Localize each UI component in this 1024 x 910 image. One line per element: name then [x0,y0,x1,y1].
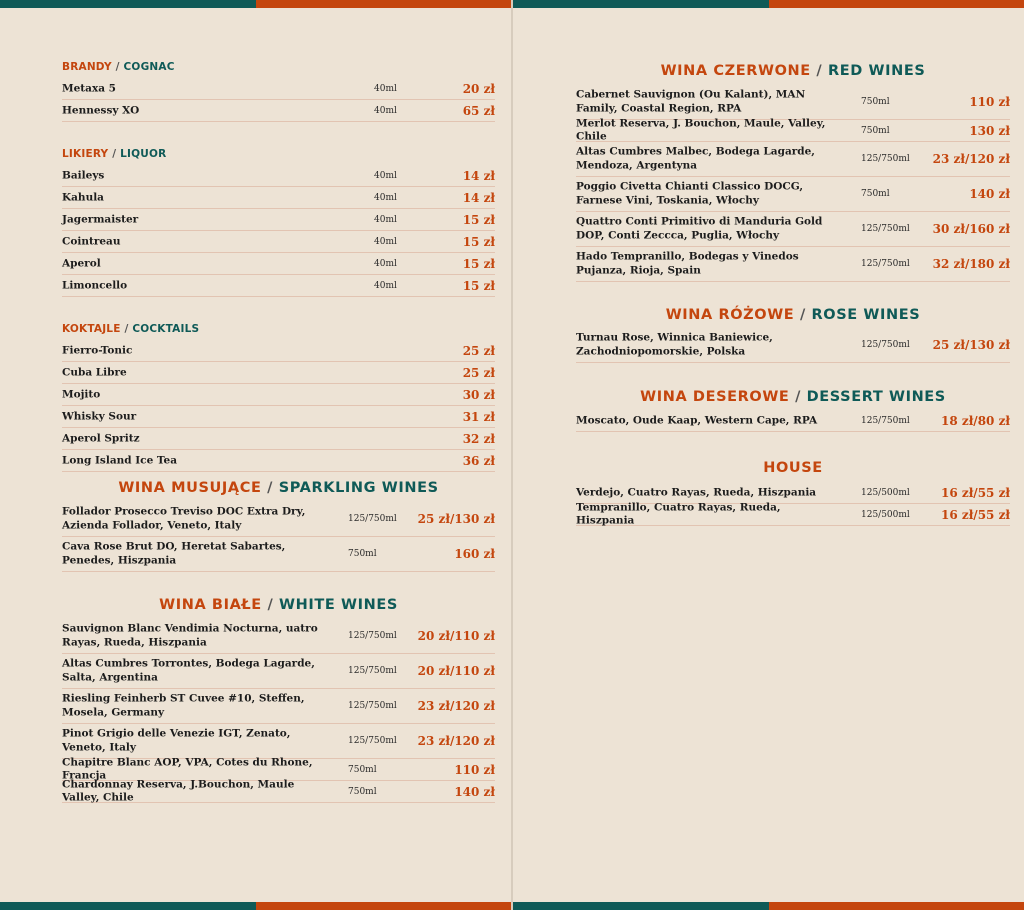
item-name: Cabernet Sauvignon (Ou Kalant), MAN Family, Coastal Region, RPA [576,88,806,114]
item-name: Quattro Conti Primitivo di Manduria Gold DOP, Conti Zeccca, Puglia, Włochy [576,215,823,241]
menu-item-row [62,100,495,122]
menu-item-row [576,410,1010,432]
menu-item-row [576,328,1010,363]
white-section-title [62,597,495,613]
item-volume: 125/500ml [861,509,910,520]
item-volume: 125/750ml [348,631,397,641]
rose-section-title [576,307,1010,323]
menu-item-row [576,177,1010,212]
item-volume: 40ml [374,192,397,203]
item-price: 25 zł [462,343,495,358]
title-sep: / [124,323,129,335]
bottom-color-band [513,902,1024,910]
title-pl: WINA DESEROWE [640,389,790,405]
sparkling-list [62,502,495,572]
item-volume: 125/500ml [861,487,910,498]
item-name: Follador Prosecco Treviso DOC Extra Dry, Azienda Follador, Veneto, Italy [62,505,306,531]
item-volume: 125/750ml [861,259,910,269]
item-name: Aperol Spritz [62,431,140,444]
item-volume: 125/750ml [861,224,910,234]
item-price: 25 zł/130 zł [932,338,1010,352]
item-price: 140 zł [969,187,1010,201]
item-name: Jagermaister [62,212,139,225]
sparkling-section-title [62,480,495,496]
menu-item-row [62,406,495,428]
item-volume: 750ml [348,549,377,559]
item-name: Moscato, Oude Kaap, Western Cape, RPA [576,413,818,426]
title-pl: BRANDY [62,61,112,73]
item-volume: 750ml [861,189,890,199]
item-price: 30 zł [462,387,495,402]
menu-item-row [62,619,495,654]
title-pl: WINA MUSUJĄCE [118,480,262,496]
item-volume: 40ml [374,280,397,291]
item-price: 15 zł [462,234,495,249]
red-list [576,85,1010,282]
item-name: Long Island Ice Tea [62,453,177,466]
item-price: 65 zł [462,103,495,118]
liquor-section-title [62,148,166,160]
item-price: 15 zł [462,256,495,271]
item-price: 15 zł [462,278,495,293]
menu-item-row [62,724,495,759]
item-volume: 125/750ml [861,340,910,350]
item-price: 15 zł [462,212,495,227]
item-name: Hado Tempranillo, Bodegas y Vinedos Pujanza, Rioja, Spain [576,250,799,276]
title-en: LIQUOR [120,148,167,160]
house-list [576,482,1010,526]
item-price: 23 zł/120 zł [417,699,495,713]
item-name: Kahula [62,190,104,203]
item-name: Limoncello [62,278,128,291]
title-sep: / [112,148,117,160]
item-name: Chapitre Blanc AOP, VPA, Cotes du Rhone, Francja [62,756,313,782]
menu-item-row [62,165,495,187]
menu-item-row [62,231,495,253]
item-volume: 125/750ml [861,154,910,164]
item-volume: 750ml [348,764,377,775]
item-name: Chardonnay Reserva, J.Bouchon, Maule Valley, Chile [62,778,295,804]
menu-item-row [576,247,1010,282]
menu-item-row [62,384,495,406]
item-name: Pinot Grigio delle Venezie IGT, Zenato, Veneto, Italy [62,727,291,753]
item-volume: 125/750ml [861,415,910,426]
item-price: 110 zł [969,95,1010,109]
right-menu-page [513,0,1024,910]
item-volume: 125/750ml [348,666,397,676]
item-price: 18 zł/80 zł [941,413,1010,428]
top-color-band [0,0,511,8]
item-price: 20 zł [462,81,495,96]
title-pl: WINA BIAŁE [159,597,262,613]
item-price: 36 zł [462,453,495,468]
item-price: 130 zł [969,123,1010,138]
item-volume: 125/750ml [348,701,397,711]
red-section-title [576,63,1010,79]
item-name: Mojito [62,387,101,400]
item-volume: 40ml [374,236,397,247]
title-sep: / [115,61,120,73]
item-volume: 40ml [374,83,397,94]
item-price: 32 zł/180 zł [932,257,1010,271]
title-en: ROSE WINES [811,307,921,323]
item-price: 16 zł/55 zł [941,485,1010,500]
item-name: Riesling Feinherb ST Cuvee #10, Steffen, Mosela, Germany [62,692,305,718]
menu-item-row [576,142,1010,177]
menu-item-row [62,362,495,384]
menu-item-row [62,428,495,450]
menu-item-row [62,502,495,537]
title-pl: KOKTAJLE [62,323,121,335]
item-volume: 750ml [861,97,890,107]
item-name: Metaxa 5 [62,81,116,94]
item-volume: 40ml [374,214,397,225]
item-price: 140 zł [454,784,495,799]
menu-item-row [62,778,495,804]
item-name: Hennessy XO [62,103,140,116]
item-name: Cuba Libre [62,365,127,378]
item-price: 32 zł [462,431,495,446]
dessert-list [576,410,1010,432]
title-en: COGNAC [123,61,175,73]
item-volume: 125/750ml [348,514,397,524]
item-name: Turnau Rose, Winnica Baniewice, Zachodniopomorskie, Polska [576,331,773,357]
title-pl: LIKIERY [62,148,109,160]
menu-item-row [62,78,495,100]
item-name: Fierro-Tonic [62,343,133,356]
cocktails-list [62,340,495,472]
menu-item-row [62,450,495,472]
item-name: Altas Cumbres Malbec, Bodega Lagarde, Mendoza, Argentyna [576,145,815,171]
item-price: 25 zł/130 zł [417,512,495,526]
menu-item-row [62,537,495,572]
title-pl: WINA RÓŻOWE [665,307,795,323]
item-price: 160 zł [454,547,495,561]
item-price: 30 zł/160 zł [932,222,1010,236]
brandy-list [62,78,495,122]
white-list [62,619,495,803]
bottom-color-band [0,902,511,910]
liquor-list [62,165,495,297]
menu-item-row [576,117,1010,143]
title-sep: / [816,63,823,79]
dessert-section-title [576,389,1010,405]
item-name: Aperol [62,256,101,269]
left-menu-page [0,0,511,910]
cocktails-section-title [62,323,199,335]
item-price: 14 zł [462,190,495,205]
brandy-section-title [62,61,175,73]
item-price: 20 zł/110 zł [417,629,495,643]
menu-item-row [62,689,495,724]
title-en: SPARKLING WINES [278,480,439,496]
item-name: Poggio Civetta Chianti Classico DOCG, Farnese Vini, Toskania, Włochy [576,180,804,206]
title-en: RED WINES [827,63,926,79]
item-price: 20 zł/110 zł [417,664,495,678]
title-sep: / [795,389,801,405]
item-volume: 750ml [348,786,377,797]
menu-item-row [576,212,1010,247]
item-price: 16 zł/55 zł [941,507,1010,522]
menu-item-row [62,654,495,689]
menu-item-row [62,253,495,275]
title-sep: / [267,480,274,496]
item-volume: 40ml [374,170,397,181]
item-price: 25 zł [462,365,495,380]
item-name: Baileys [62,168,105,181]
top-color-band [513,0,1024,8]
item-name: Merlot Reserva, J. Bouchon, Maule, Valley, Chile [576,117,826,143]
menu-item-row [62,209,495,231]
title-en: WHITE WINES [279,597,398,613]
title-sep: / [799,307,806,323]
item-price: 23 zł/120 zł [417,734,495,748]
item-name: Sauvignon Blanc Vendimia Nocturna, uatro Rayas, Rueda, Hiszpania [62,622,318,648]
item-price: 14 zł [462,168,495,183]
item-name: Verdejo, Cuatro Rayas, Rueda, Hiszpania [576,485,817,498]
menu-item-row [62,275,495,297]
item-volume: 125/750ml [348,736,397,746]
item-name: Cointreau [62,234,121,247]
title-pl: WINA CZERWONE [660,63,811,79]
title-en: COCKTAILS [132,323,200,335]
menu-item-row [576,501,1010,527]
menu-item-row [62,187,495,209]
title-en: DESSERT WINES [806,389,946,405]
item-volume: 40ml [374,258,397,269]
item-price: 110 zł [454,762,495,777]
menu-item-row [62,340,495,362]
item-price: 31 zł [462,409,495,424]
menu-item-row [576,85,1010,120]
item-name: Tempranillo, Cuatro Rayas, Rueda, Hiszpania [576,501,781,527]
item-price: 23 zł/120 zł [932,152,1010,166]
item-volume: 40ml [374,105,397,116]
item-name: Altas Cumbres Torrontes, Bodega Lagarde, Salta, Argentina [62,657,315,683]
house-section-title [576,460,1010,476]
item-volume: 750ml [861,125,890,136]
item-name: Whisky Sour [62,409,137,422]
item-name: Cava Rose Brut DO, Heretat Sabartes, Penedes, Hiszpania [62,540,286,566]
title-pl: HOUSE [763,460,823,476]
title-sep: / [267,597,274,613]
rose-list [576,328,1010,363]
